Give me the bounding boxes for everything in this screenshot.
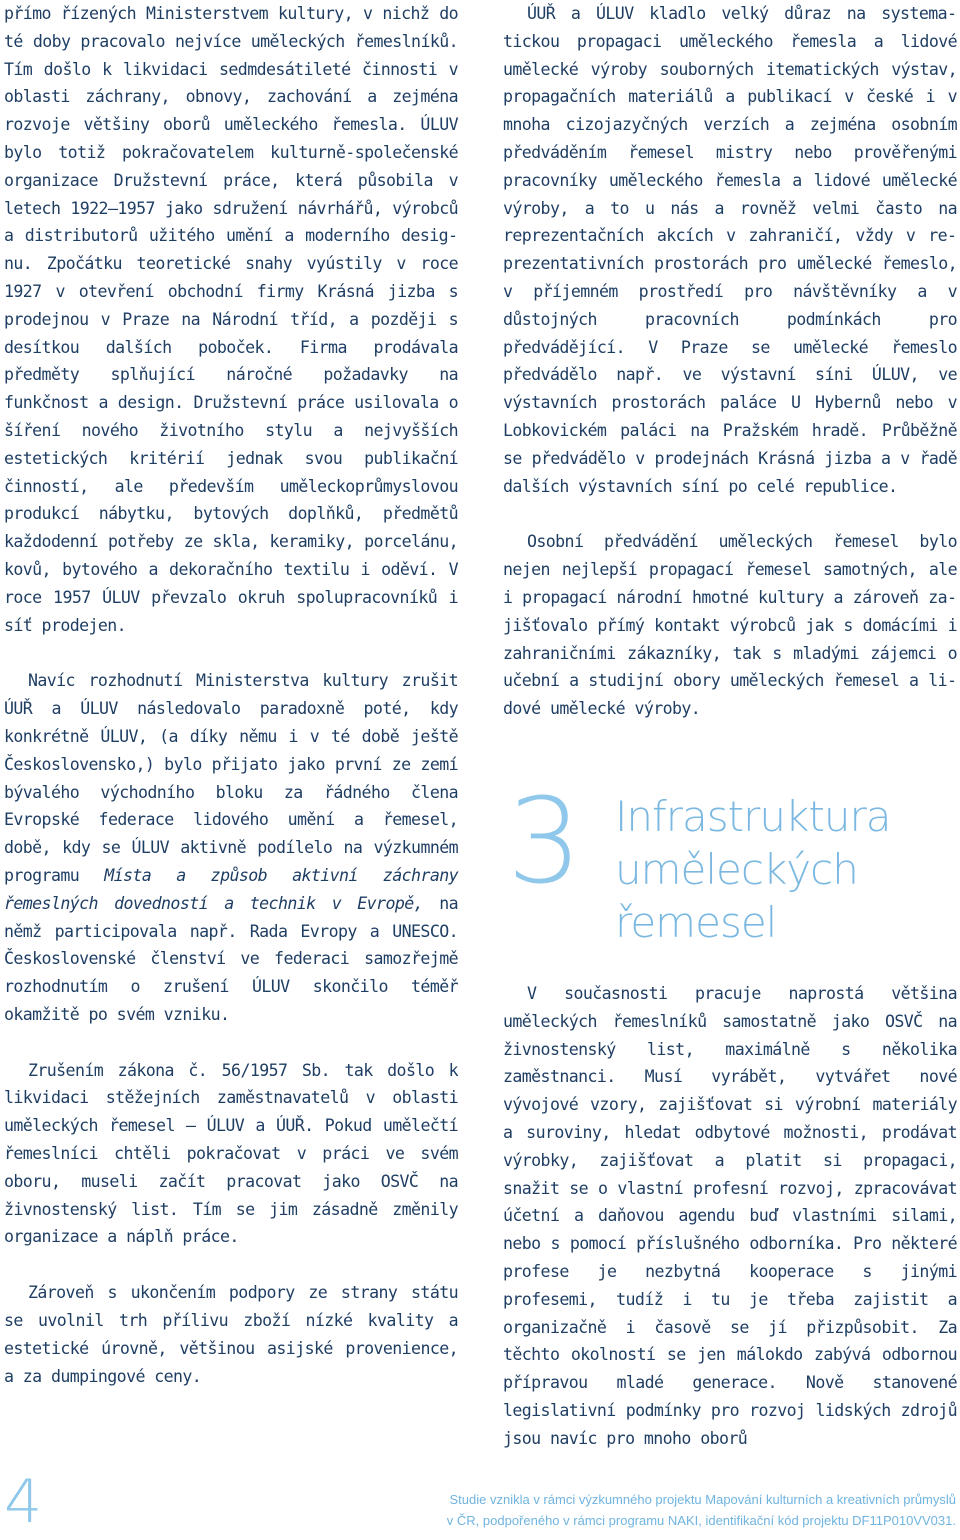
left-column xyxy=(4,0,458,1390)
paragraph-text: na němž participovala např. Rada Evropy a UNESCO. Československé členství ve federaci samozřejmě rozhodnutím o zrušení ÚLUV skončilo téměř okamžitě po svém vzniku. xyxy=(4,893,458,1024)
right-column xyxy=(503,0,957,723)
paragraph: ÚUŘ a ÚLUV kladlo velký důraz na systematickou propagaci uměleckého řemesla a lidové umělecké výroby souborných itematických výstav, propagačních materiálů a publikací v české i v mnoha cizojazyčných verzích a zejména osobním předváděním řemesel mistry nebo prověřenými pracovníky uměleckého řemesla a lidové umělecké výroby, a to u nás a rovněž velmi často na reprezentačních akcích v zahraničí, vždy v reprezentativních prostorách pro umělecké řemeslo, v příjemném prostředí pro návštěvníky a v důstojných pracovních podmínkách pro předvádějící. V Praze se umělecké řemeslo předvádělo např. ve výstavní síni ÚLUV, ve výstavních prostorách paláce U Hybernů nebo v Lobkovickém paláci na Pražském hradě. Průběžně se předvádělo v prodejnách Krásná jizba a v řadě dalších výstavních síní po celé republice. xyxy=(503,4,957,496)
section-title xyxy=(615,790,890,949)
footer-line: v ČR, podpořeného v rámci programu NAKI, identifikační kód projektu DF11P010VV031. xyxy=(446,1513,956,1528)
paragraph: Zrušením zákona č. 56/1957 Sb. tak došlo k likvidaci stěžejních zaměstnavatelů v oblasti uměleckých řemesel – ÚLUV a ÚUŘ. Pokud umělečtí řemeslníci chtěli pokračovat v práci ve svém oboru, museli začít pracovat jako OSVČ na živnostenský list. Tím se jim zásadně změnily organizace a náplň práce. xyxy=(4,1060,458,1247)
footer-note xyxy=(388,1489,956,1531)
paragraph xyxy=(4,667,458,1028)
page-number: 4 xyxy=(4,1467,43,1537)
right-column-lower xyxy=(503,980,957,1453)
paragraph: přímo řízených Ministerstvem kultury, v nichž do té doby pracovalo nejvíce uměleckých řemeslníků. Tím došlo k likvidaci sedmdesátileté činnosti v oblasti záchrany, obnovy, zachování a zejména rozvoje většiny oborů uměleckého řemesla. ÚLUV bylo totiž pokračovatelem kulturně-společenské organizace Družstevní práce, která působila v letech 1922–1957 jako sdružení návrhářů, výrobců a distributorů užitého umění a moderního designu. Zpočátku teoretické snahy vyústily v roce 1927 v otevření obchodní firmy Krásná jizba s prodejnou v Praze na Národní tříd, a později s desítkou dalších poboček. Firma prodávala předměty splňující náročné požadavky na funkčnost a design. Družstevní práce usilovala o šíření nového životního stylu a nejvyšších estetických kritérií jednak svou publikační činností, ale především uměleckoprůmyslovou produkcí nábytku, bytových doplňků, předmětů každodenní potřeby ze skla, keramiky, porcelánu, kovů, bytového a dekoračního textilu i oděví. V roce 1957 ÚLUV převzalo okruh spolupracovníků i síť prodejen. xyxy=(4,4,458,635)
paragraph: V současnosti pracuje naprostá většina uměleckých řemeslníků samostatně jako OSVČ na živnostenský list, maximálně s několika zaměstnanci. Musí vyrábět, vytvářet nové vývojové vzory, zajišťovat si výrobní materiály a suroviny, hledat odbytové možnosti, prodávat výrobky, zajišťovat a platit si propagaci, snažit se o vlastní profesní rozvoj, zpracovávat účetní a daňovou agendu buď vlastními silami, nebo s pomocí příslušného odborníka. Pro některé profese je nezbytná kooperace s jinými profesemi, tudíž i tu je třeba zajistit a organizačně i časově se jí přizpůsobit. Za těchto okolností se jen málokdo zabývá odbornou přípravou mladé generace. Nově stanovené legislativní podmínky pro rozvoj lidských zdrojů jsou navíc pro mnoho oborů xyxy=(503,984,957,1448)
section-title-line: Infrastruktura xyxy=(615,792,891,841)
program-title: Místa a způsob aktivní záchrany řemeslných dovedností a technik v Evropě, xyxy=(4,865,459,913)
section-number: 3 xyxy=(507,772,583,910)
footer-line: Studie vznikla v rámci výzkumného projektu Mapování kulturních a kreativních průmyslů xyxy=(449,1492,956,1507)
section-heading xyxy=(503,772,957,956)
section-title-line: uměleckých xyxy=(615,845,858,894)
section-title-line: řemesel xyxy=(615,898,777,947)
paragraph-text: Navíc rozhodnutí Ministerstva kultury zrušit ÚUŘ a ÚLUV následovalo paradoxně poté, kdy konkrétně ÚLUV, (a díky němu i v té době ještě Československo,) bylo přijato jako první ze zemí bývalého východního bloku za řádného člena Evropské federace lidového umění a řemesel, době, kdy se ÚLUV aktivně podílelo na výzkumném programu xyxy=(4,671,458,885)
paragraph: Osobní předvádění uměleckých řemesel bylo nejen nejlepší propagací řemesel samotných, ale i propagací národní hmotné kultury a zároveň zajišťovalo přímý kontakt výrobců jak s domácími i zahraničními zákazníky, tak s mladými zájemci o učební a studijní obory uměleckých řemesel a lidové umělecké výroby. xyxy=(503,532,957,719)
paragraph: Zároveň s ukončením podpory ze strany státu se uvolnil trh přílivu zboží nízké kvality a estetické úrovně, většinou asijské provenience, a za dumpingové ceny. xyxy=(4,1283,458,1386)
